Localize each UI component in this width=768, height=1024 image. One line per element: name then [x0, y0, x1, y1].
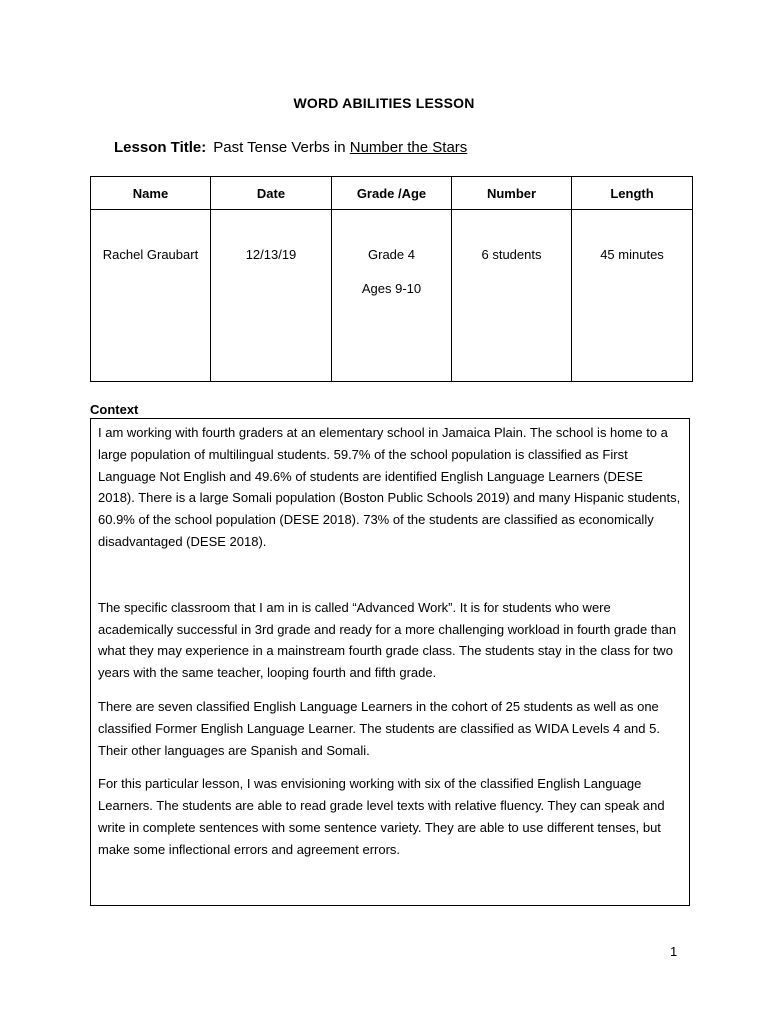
cell-grade-age — [332, 210, 452, 382]
context-paragraph: I am working with fourth graders at an elementary school in Jamaica Plain. The school is home to a large population of multilingual students. 59.7% of the school population is classified as First Language Not English and 49.6% of students are identified English Language Learners (DESE 2018). There is a large Somali population (Boston Public Schools 2019) and many Hispanic students, 60.9% of the school population (DESE 2018). 73% of the students are classified as economically disadvantaged (DESE 2018). — [98, 425, 681, 549]
lesson-info-table — [90, 176, 693, 382]
context-box — [90, 418, 690, 906]
table-row — [91, 210, 693, 382]
cell-number: 6 students — [452, 210, 572, 382]
cell-age: Ages 9-10 — [361, 281, 422, 296]
header-number: Number — [452, 177, 572, 210]
lesson-title-line — [114, 139, 467, 156]
header-name: Name — [91, 177, 211, 210]
cell-name: Rachel Graubart — [91, 210, 211, 382]
lesson-title-label: Lesson Title: — [114, 139, 207, 156]
context-paragraph: The specific classroom that I am in is called “Advanced Work”. It is for students who were academically successful in 3rd grade and ready for a more challenging workload in fourth grade than what they may experience in a mainstream fourth grade class. The students stay in the class for two years with the same teacher, looping fourth and fifth grade. — [98, 599, 677, 681]
header-date: Date — [211, 177, 332, 210]
cell-date: 12/13/19 — [211, 210, 332, 382]
context-paragraph: For this particular lesson, I was envisioning working with six of the classified English Language Learners. The students are able to read grade level texts with relative fluency. They can speak and write in complete sentences with some sentence variety. They are able to use different tenses, but make some inflectional errors and agreement errors. — [98, 776, 665, 857]
lesson-title-book: Number the Stars — [349, 139, 468, 156]
header-length: Length — [572, 177, 693, 210]
cell-length: 45 minutes — [572, 210, 693, 382]
header-grade-age: Grade /Age — [332, 177, 452, 210]
document-title: WORD ABILITIES LESSON — [293, 95, 475, 111]
context-heading: Context — [90, 402, 139, 417]
table-header-row — [91, 177, 693, 210]
page-number: 1 — [670, 944, 678, 959]
cell-grade: Grade 4 — [368, 247, 415, 262]
context-paragraph: There are seven classified English Language Learners in the cohort of 25 students as well as one classified Former English Language Learner. The students are classified as WIDA Levels 4 and 5. Their other languages are Spanish and Somali. — [98, 698, 660, 758]
lesson-title-prefix: Past Tense Verbs in — [213, 139, 346, 156]
